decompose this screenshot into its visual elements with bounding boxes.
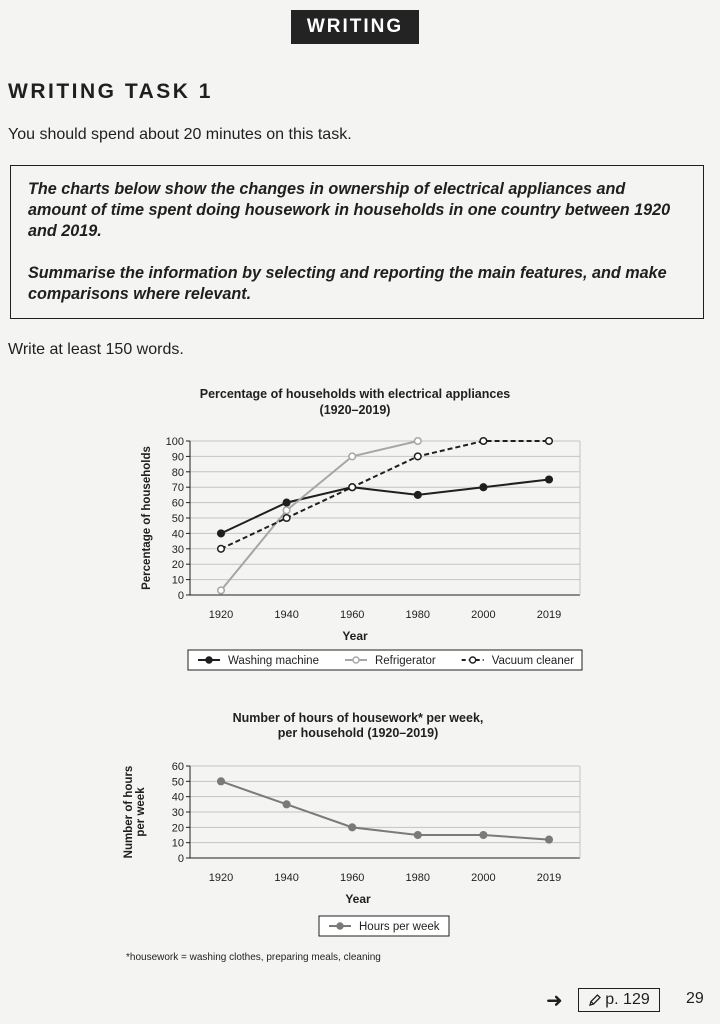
- x-tick-label: 1920: [208, 872, 234, 884]
- data-point-vacuum-cleaner: [218, 546, 225, 553]
- y-tick-label: 30: [171, 543, 184, 556]
- task-instruction: You should spend about 20 minutes on this task.: [8, 126, 352, 143]
- x-tick-label: 1940: [274, 872, 299, 884]
- chart-subtitle: (1920–2019): [319, 403, 391, 417]
- y-tick-label: 50: [171, 513, 184, 525]
- y-tick-label: 0: [177, 853, 184, 865]
- data-point-washing-machine: [546, 476, 553, 483]
- page-number: 29: [686, 990, 704, 1007]
- legend-label-hours-per-week: Hours per week: [359, 921, 440, 933]
- data-point-washing-machine: [283, 499, 290, 506]
- x-tick-label: 2019: [536, 872, 562, 884]
- y-tick-label: 40: [171, 791, 184, 804]
- y-tick-label: 10: [171, 574, 184, 587]
- legend-label-refrigerator: Refrigerator: [374, 655, 436, 667]
- legend-marker-vacuum-cleaner: [470, 657, 476, 663]
- task-title: WRITING TASK 1: [8, 80, 213, 103]
- y-axis-label: Number of hours: [123, 765, 135, 859]
- data-point-vacuum-cleaner: [480, 438, 487, 445]
- data-point-washing-machine: [415, 492, 422, 499]
- x-tick-label: 1920: [208, 609, 234, 621]
- chart-title: Number of hours of housework* per week,: [232, 711, 484, 725]
- page-reference-link[interactable]: [578, 988, 660, 1012]
- y-tick-label: 60: [171, 497, 184, 510]
- legend-marker-refrigerator: [353, 657, 359, 663]
- section-banner: WRITING: [291, 10, 419, 44]
- y-tick-label: 70: [171, 482, 184, 495]
- data-point-refrigerator: [349, 453, 356, 460]
- appliances-line-chart: [0, 380, 720, 680]
- data-point-refrigerator: [218, 587, 225, 594]
- x-tick-label: 1980: [405, 872, 431, 884]
- arrow-right-icon: ➜: [546, 990, 563, 1012]
- legend-label-vacuum-cleaner: Vacuum cleaner: [491, 655, 574, 667]
- task-prompt-box: [10, 165, 704, 319]
- data-point-washing-machine: [480, 484, 487, 491]
- x-tick-label: 1940: [274, 609, 299, 621]
- y-axis-label: Percentage of households: [141, 446, 153, 590]
- data-point-refrigerator: [283, 507, 290, 514]
- word-count-instruction: Write at least 150 words.: [8, 341, 184, 358]
- y-tick-label: 20: [171, 559, 184, 572]
- x-tick-label: 2000: [471, 872, 496, 884]
- y-tick-label: 50: [171, 776, 184, 789]
- y-tick-label: 60: [171, 761, 184, 773]
- x-tick-label: 2019: [536, 609, 562, 621]
- prompt-paragraph-2: Summarise the information by selecting and reporting the main features, and make comparisons where relevant.: [28, 264, 667, 303]
- data-point-vacuum-cleaner: [349, 484, 356, 491]
- x-tick-label: 1980: [405, 609, 431, 621]
- x-axis-label: Year: [342, 629, 368, 643]
- data-point-hours-per-week: [283, 801, 290, 808]
- y-tick-label: 0: [177, 590, 184, 602]
- data-point-vacuum-cleaner: [546, 438, 553, 445]
- y-tick-label: 90: [171, 451, 184, 464]
- y-tick-label: 40: [171, 528, 184, 541]
- series-line-vacuum-cleaner: [221, 441, 549, 549]
- y-tick-label: 100: [165, 436, 184, 448]
- series-line-refrigerator: [221, 441, 418, 590]
- legend-marker-hours-per-week: [337, 923, 343, 929]
- y-tick-label: 20: [171, 822, 184, 835]
- data-point-vacuum-cleaner: [415, 453, 422, 460]
- y-tick-label: 80: [171, 466, 184, 479]
- data-point-hours-per-week: [480, 832, 487, 839]
- y-tick-label: 10: [171, 837, 184, 850]
- page-reference-label: p. 129: [605, 991, 650, 1008]
- y-tick-label: 30: [171, 807, 184, 819]
- data-point-hours-per-week: [415, 832, 422, 839]
- prompt-paragraph-1: The charts below show the changes in ownership of electrical appliances and amount of time spent doing housework in households in one country between 1920 and 2019.: [28, 180, 671, 240]
- x-tick-label: 1960: [339, 609, 365, 621]
- pencil-icon: [588, 993, 602, 1007]
- legend-label-washing-machine: Washing machine: [228, 655, 319, 667]
- data-point-washing-machine: [218, 530, 225, 537]
- data-point-refrigerator: [415, 438, 422, 445]
- data-point-vacuum-cleaner: [283, 515, 290, 522]
- housework-line-chart: [0, 700, 720, 945]
- chart-title: Percentage of households with electrical appliances: [199, 387, 511, 401]
- footnote: *housework = washing clothes, preparing meals, cleaning: [126, 952, 381, 963]
- x-tick-label: 1960: [339, 872, 365, 884]
- data-point-hours-per-week: [218, 778, 225, 785]
- y-axis-label: per week: [135, 787, 147, 837]
- chart-subtitle: per household (1920–2019): [277, 726, 439, 740]
- x-axis-label: Year: [345, 892, 371, 906]
- data-point-hours-per-week: [349, 824, 356, 831]
- series-line-hours-per-week: [221, 781, 549, 839]
- x-tick-label: 2000: [471, 609, 496, 621]
- legend-marker-washing-machine: [206, 657, 212, 663]
- data-point-hours-per-week: [546, 836, 553, 843]
